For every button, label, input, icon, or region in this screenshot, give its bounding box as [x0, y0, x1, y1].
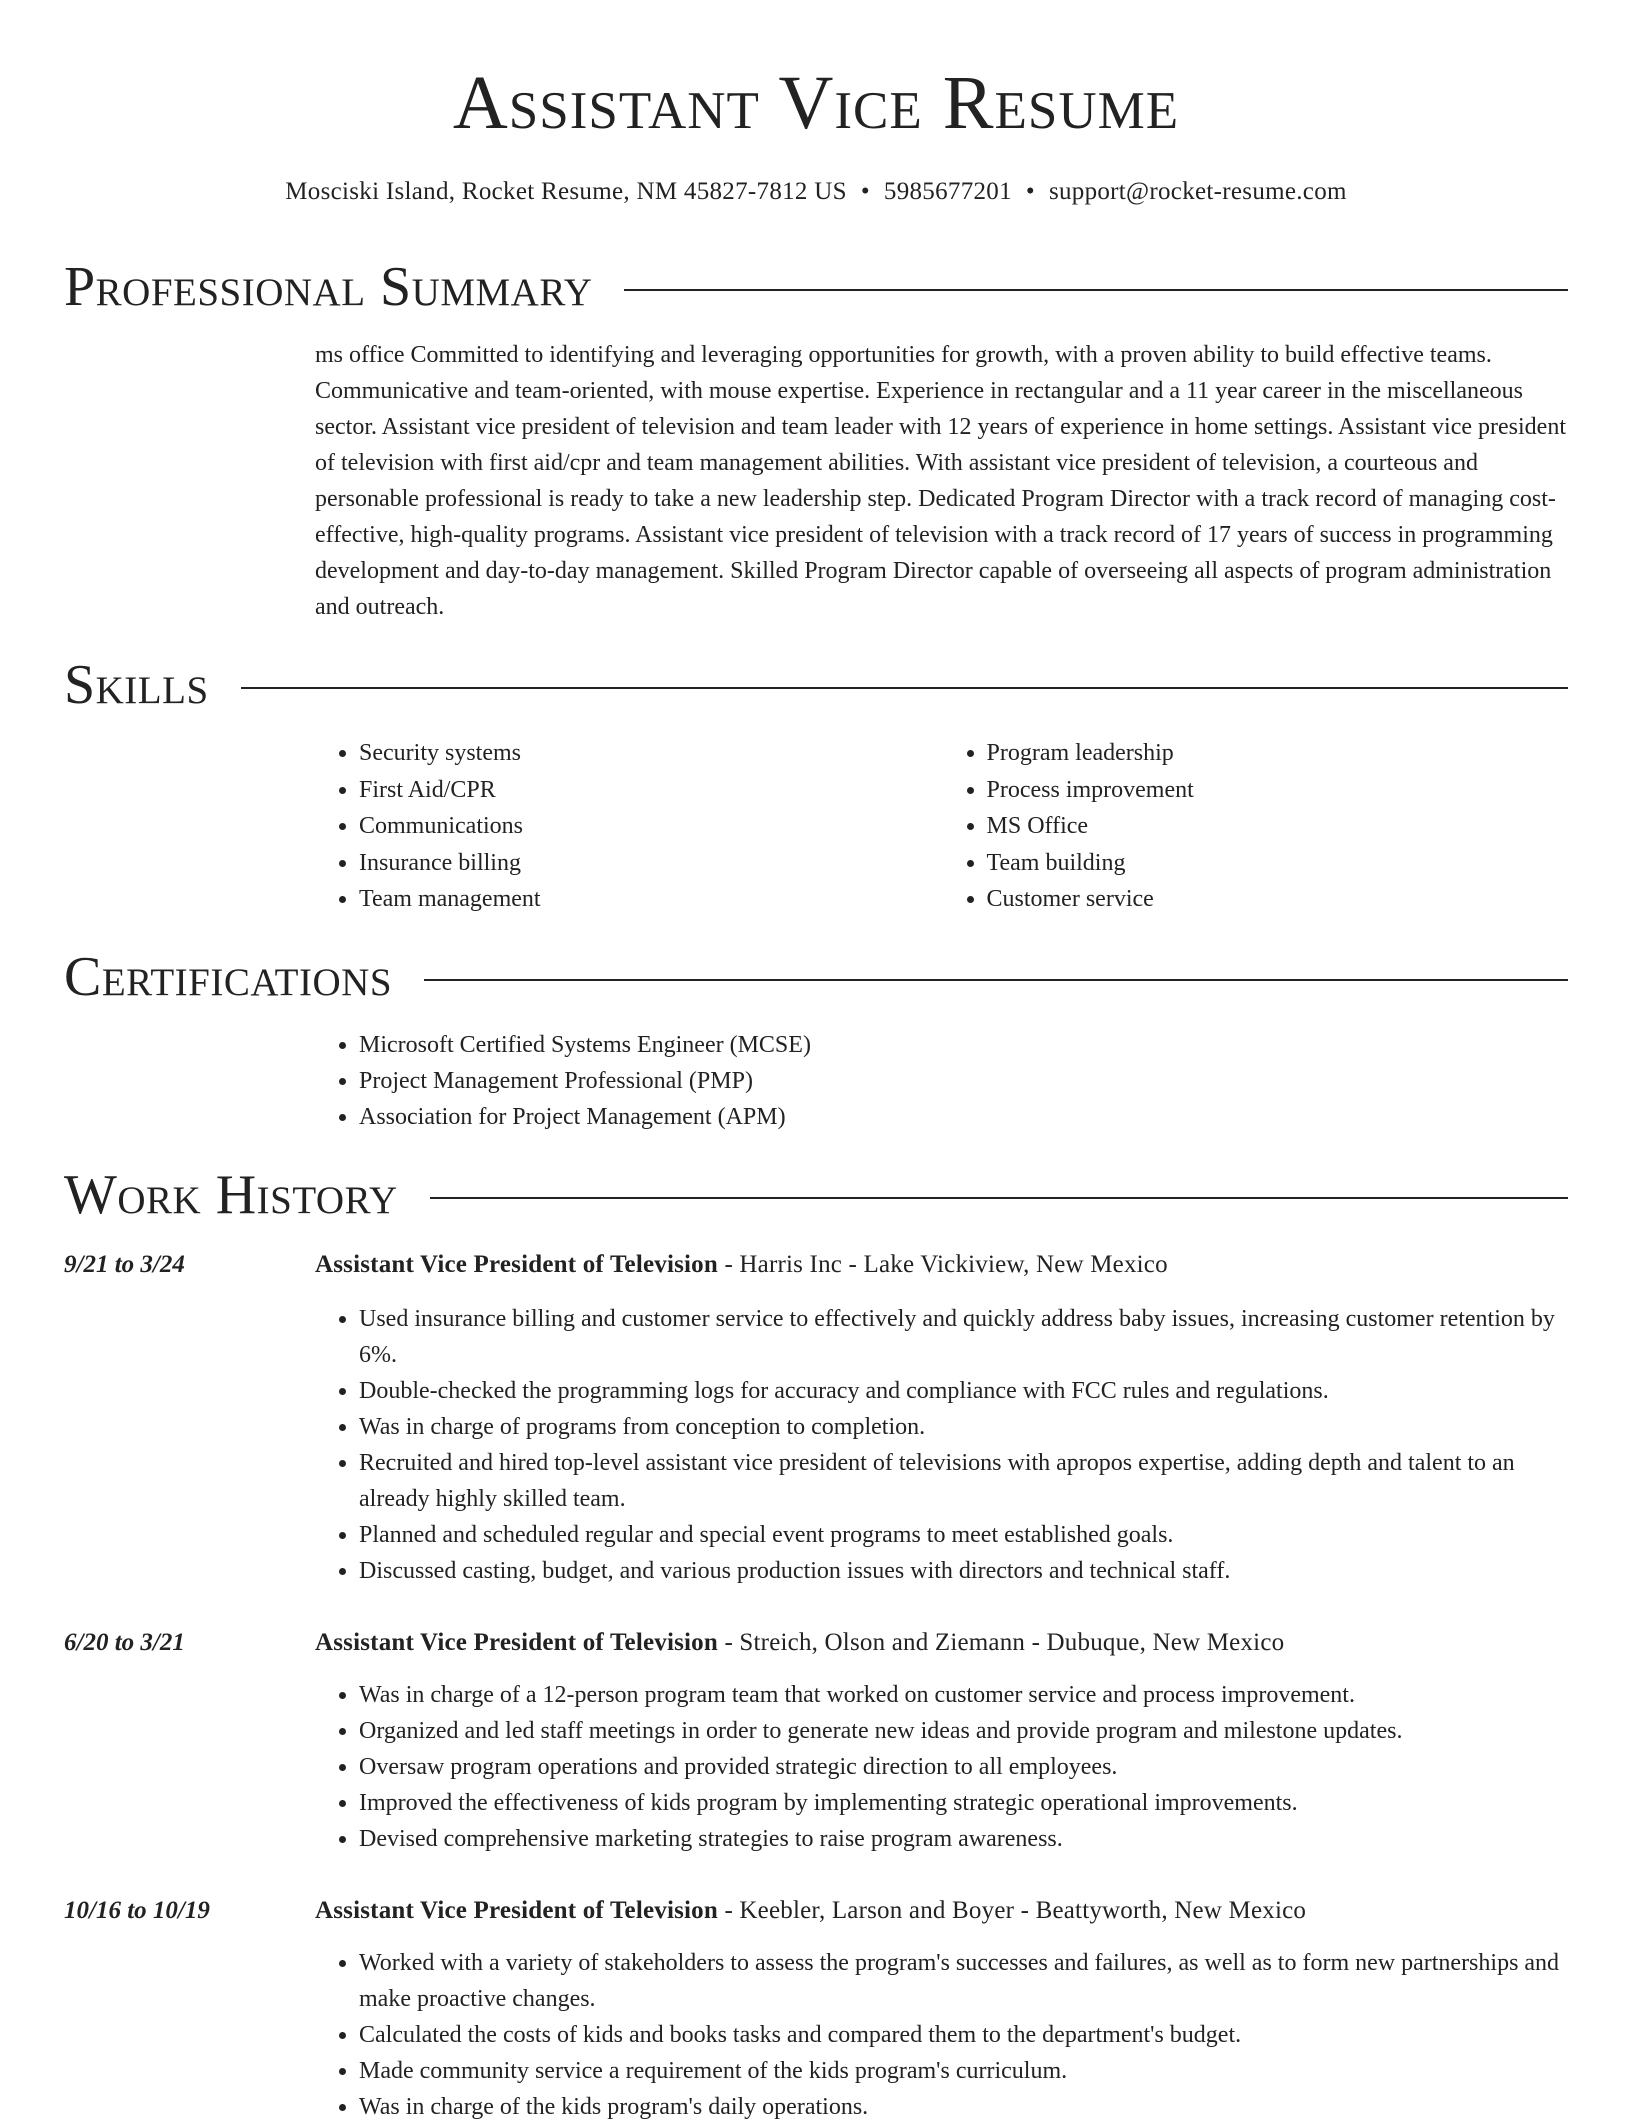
job-duty-item: • Discussed casting, budget, and various production issues with directors and technical staff.: [359, 1553, 1570, 1589]
job-employer: - Harris Inc - Lake Vickiview, New Mexico: [718, 1251, 1168, 1278]
job-duty-item: • Was in charge of a 12-person program team that worked on customer service and process improvement.: [359, 1677, 1570, 1713]
skill-item: • First Aid/CPR: [359, 772, 943, 809]
contact-separator: •: [860, 178, 870, 205]
section-divider: [430, 1197, 1568, 1199]
skills-column-right: [943, 735, 1571, 918]
resume-name: Assistant Vice Resume: [452, 61, 1180, 145]
job-duty-item: • Used insurance billing and customer service to effectively and quickly address baby issues, increasing customer retention by 6%.: [359, 1301, 1570, 1373]
summary-heading: Professional Summary: [64, 256, 593, 318]
certifications-section-header: [64, 944, 1568, 1010]
skill-item: • Process improvement: [987, 772, 1571, 809]
certifications-list: [315, 1027, 1570, 1135]
skills-heading: Skills: [64, 654, 209, 716]
contact-address: Mosciski Island, Rocket Resume, NM 45827-7812 US: [285, 178, 847, 205]
job-duty-item: • Planned and scheduled regular and special event programs to meet established goals.: [359, 1517, 1570, 1553]
job-duty-item: • Was in charge of the kids program's daily operations.: [359, 2089, 1570, 2125]
job-duty-item: • Calculated the costs of kids and books tasks and compared them to the department's budget.: [359, 2017, 1570, 2053]
contact-email: support@rocket-resume.com: [1048, 178, 1347, 205]
skill-item: • Insurance billing: [359, 845, 943, 882]
job-dates: 10/16 to 10/19: [64, 1897, 210, 1924]
certification-item: • Association for Project Management (APM): [359, 1099, 1570, 1135]
job-title-line: [315, 1893, 1570, 1929]
certification-item: • Microsoft Certified Systems Engineer (MCSE): [359, 1027, 1570, 1063]
skill-item: • MS Office: [987, 808, 1571, 845]
job-employer: - Streich, Olson and Ziemann - Dubuque, New Mexico: [718, 1629, 1285, 1656]
section-divider: [241, 687, 1568, 689]
summary-text: ms office Committed to identifying and leveraging opportunities for growth, with a proven ability to build effective teams. Communicative and team-oriented, with mouse expertise. Experience in rectangular and a 11 year career in the miscellaneous sector. Assistant vice president of television and team leader with 12 years of experience in home settings. Assistant vice president of television with first aid/cpr and team management abilities. With assistant vice president of television, a courteous and personable professional is ready to take a new leadership step. Dedicated Program Director with a track record of managing cost-effective, high-quality programs. Assistant vice president of television with a track record of 17 years of success in programming development and day-to-day management. Skilled Program Director capable of overseeing all aspects of program administration and outreach.: [315, 342, 1566, 620]
skills-column-left: [315, 735, 943, 918]
job-duty-item: • Was in charge of programs from conception to completion.: [359, 1409, 1570, 1445]
job-dates: 6/20 to 3/21: [64, 1629, 185, 1656]
contact-phone: 5985677201: [883, 178, 1012, 205]
job-duty-item: • Recruited and hired top-level assistant vice president of televisions with apropos expertise, adding depth and talent to an already highly skilled team.: [359, 1445, 1570, 1517]
section-divider: [424, 979, 1568, 981]
section-divider: [624, 289, 1568, 291]
job-duty-item: • Improved the effectiveness of kids program by implementing strategic operational improvements.: [359, 1785, 1570, 1821]
skills-section-header: [64, 652, 1568, 718]
job-title: Assistant Vice President of Television: [315, 1251, 718, 1278]
contact-line: [0, 174, 1632, 210]
job-duties: [315, 1301, 1570, 1589]
job-employer: - Keebler, Larson and Boyer - Beattyworth, New Mexico: [718, 1897, 1307, 1924]
skill-item: • Security systems: [359, 735, 943, 772]
job-duty-item: • Organized and led staff meetings in order to generate new ideas and provide program and milestone updates.: [359, 1713, 1570, 1749]
skill-item: • Team management: [359, 881, 943, 918]
job-duty-item: • Worked with a variety of stakeholders to assess the program's successes and failures, as well as to form new partnerships and make proactive changes.: [359, 1945, 1570, 2017]
job-duties: [315, 1945, 1570, 2125]
skill-item: • Communications: [359, 808, 943, 845]
skill-item: • Team building: [987, 845, 1571, 882]
job-dates: 9/21 to 3/24: [64, 1251, 185, 1278]
work-history-section-header: [64, 1162, 1568, 1228]
job-duty-item: • Double-checked the programming logs for accuracy and compliance with FCC rules and regulations.: [359, 1373, 1570, 1409]
job-duties: [315, 1677, 1570, 1857]
job-title-line: [315, 1247, 1570, 1283]
skills-list: [315, 735, 1570, 918]
job-duty-item: • Made community service a requirement of the kids program's curriculum.: [359, 2053, 1570, 2089]
job-title: Assistant Vice President of Television: [315, 1629, 718, 1656]
certification-item: • Project Management Professional (PMP): [359, 1063, 1570, 1099]
job-title: Assistant Vice President of Television: [315, 1897, 718, 1924]
job-title-line: [315, 1625, 1570, 1661]
job-duty-item: • Devised comprehensive marketing strategies to raise program awareness.: [359, 1821, 1570, 1857]
skill-item: • Program leadership: [987, 735, 1571, 772]
contact-separator: •: [1025, 178, 1035, 205]
summary-section-header: [64, 254, 1568, 320]
work-history-heading: Work History: [64, 1164, 398, 1226]
skill-item: • Customer service: [987, 881, 1571, 918]
certifications-heading: Certifications: [64, 946, 393, 1008]
job-duty-item: • Oversaw program operations and provided strategic direction to all employees.: [359, 1749, 1570, 1785]
